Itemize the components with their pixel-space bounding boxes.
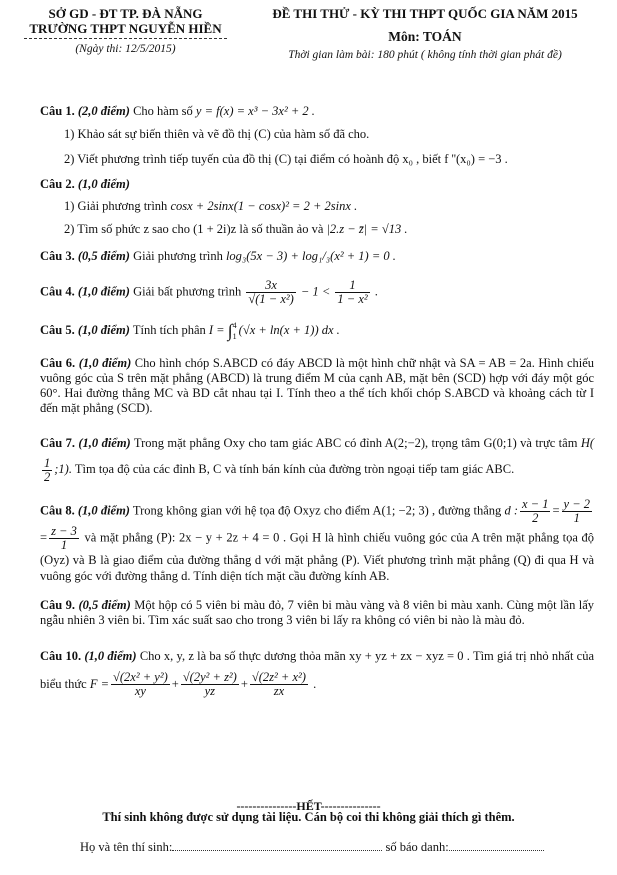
subject: Môn: TOÁN: [388, 29, 462, 44]
fraction: [246, 279, 295, 306]
question-points: (1,0 điểm): [77, 503, 130, 517]
question-label: Câu 1.: [40, 104, 75, 118]
question-8: Câu 8. (1,0 điểm) Trong không gian với hệ tọa độ Oxyz cho điểm A(1; −2; 3) , đường thẳng d : $\frac{x - 1}{2}$ = $\frac{y - 2}{1}$ = $\frac{z - 3}{1}$ và mặt phẳng (P): 2x − y + 2z + 4 = 0 . Gọi H là hình chiếu vuông góc của A trên mặt phẳng tọa độ (Oyz) và B là giao điểm của đường thẳng d với mặt phẳng (P). Viết phương trình mặt phẳng (Q) đi qua H và vuông góc với đường thẳng d. Tính diện tích mặt cầu đường kính AB.: [40, 496, 595, 583]
question-text: Cho hình chóp S.ABCD có đáy ABCD là một hình chữ nhật và SA = AB = 2a. Hình chiếu vuông góc của S trên mặt phẳng (ABCD) là trung điểm M của cạnh AB, mặt bên (SCD) hợp với đáy một góc 60°. Hai đường thẳng MC và BD cắt nhau tại I. Tính theo a thể tích khối chóp S.ABCD và khoảng cách từ I đến mặt phẳng (SCD).: [40, 356, 595, 415]
question-points: (1,0 điểm): [78, 356, 132, 370]
question-label: Câu 4.: [40, 284, 75, 299]
question-2: [40, 176, 594, 193]
formula: I =: [208, 322, 225, 337]
question-1: [40, 103, 594, 120]
formula: H(: [580, 436, 595, 450]
candidate-name-label: Họ và tên thí sinh:: [80, 840, 173, 854]
question-points: (1,0 điểm): [77, 177, 130, 191]
candidate-id-blank[interactable]: [449, 840, 544, 851]
formula: y = f(x) = x³ − 3x² + 2 .: [195, 104, 315, 118]
question-points: (0,5 điểm): [78, 597, 131, 612]
formula: |2.z − z̄| = √13 .: [326, 222, 408, 236]
question-1-part-2: 2) Viết phương trình tiếp tuyến của đồ thị (C) tại điểm có hoành độ x₀ , biết f ''(x₀) = −3 .: [64, 152, 508, 166]
question-label: Câu 10.: [40, 648, 82, 663]
question-text: Tính tích phân: [132, 322, 206, 337]
question-2-part-1: [64, 198, 594, 215]
fraction: [181, 671, 239, 698]
fraction: [520, 498, 550, 525]
header-left: [18, 6, 233, 55]
question-10: Câu 10. (1,0 điểm) Cho x, y, z là ba số thực dương thỏa mãn xy + yz + zx − xyz = 0 . Tìm giá trị nhỏ nhất của biểu thức F = $\frac{\text{√(2x² + y²)}}{xy}$ + $\frac{\text{√(2y² + z²)}}{yz}$ + $\frac{\text{√(2z² + x²)}}{zx}$ .: [40, 648, 595, 699]
exam-title: ĐỀ THI THỬ - KỲ THI THPT QUỐC GIA NĂM 2015: [272, 6, 578, 21]
denominator: 2: [532, 510, 539, 525]
period: .: [374, 284, 378, 299]
integrand: (√x + ln(x + 1)) dx .: [238, 322, 340, 337]
denominator: 2: [44, 469, 51, 484]
numerator: 1: [335, 279, 369, 293]
numerator: √(2x² + y²): [113, 670, 168, 685]
fraction: [335, 279, 369, 306]
question-text: Giải bất phương trình: [133, 284, 242, 299]
exam-note: Thí sinh không được sử dụng tài liệu. Cán bộ coi thi không giải thích gì thêm.: [102, 810, 515, 824]
question-label: Câu 8.: [40, 503, 75, 517]
numerator: x − 1: [522, 496, 549, 511]
candidate-id-label: số báo danh:: [385, 840, 449, 854]
question-3: [40, 248, 594, 265]
question-text: Trong không gian với hệ tọa độ Oxyz cho điểm A(1; −2; 3) , đường thẳng: [132, 503, 502, 517]
denominator: 1: [60, 537, 68, 552]
department-name: SỞ GD - ĐT TP. ĐÀ NẴNG: [48, 6, 203, 21]
lower-limit: 1: [232, 332, 237, 341]
question-label: Câu 3.: [40, 249, 75, 263]
header-right: [245, 6, 605, 61]
question-7: [40, 430, 594, 484]
header-divider: [24, 38, 227, 39]
question-label: Câu 5.: [40, 322, 75, 337]
denominator: zx: [273, 684, 285, 699]
candidate-info: [80, 840, 544, 855]
denominator: yz: [204, 684, 216, 699]
numerator: 3x: [246, 279, 295, 293]
question-points: (1,0 điểm): [77, 284, 130, 299]
fraction: [42, 457, 52, 484]
fraction: [111, 671, 170, 698]
part-text: 1) Giải phương trình: [64, 199, 168, 213]
fraction: [49, 525, 79, 552]
question-text: và mặt phẳng (P): 2x − y + 2z + 4 = 0 . Gọi H là hình chiếu vuông góc của A trên mặt phẳng tọa độ (Oyz) và B là giao điểm của đường thẳng d với mặt phẳng (P). Viết phương trình mặt phẳng (Q) đi qua H và vuông góc với đường thẳng d. Tính diện tích mặt cầu đường kính AB.: [40, 530, 595, 583]
upper-limit: 4: [232, 321, 237, 330]
question-text: Giải phương trình: [133, 249, 223, 263]
question-6: [40, 356, 594, 416]
question-label: Câu 7.: [40, 436, 75, 450]
period: .: [313, 676, 317, 691]
numerator: √(2y² + z²): [182, 670, 237, 685]
question-points: (1,0 điểm): [84, 648, 137, 663]
question-text: Tìm tọa độ của các đỉnh B, C và tính bán kính của đường tròn ngoại tiếp tam giác ABC.: [74, 462, 515, 476]
part-text: 2) Tìm số phức z sao cho (1 + 2i)z là số thuần ảo và: [64, 222, 324, 236]
denominator: 1 − x²: [337, 292, 368, 306]
formula: − 1 <: [300, 284, 331, 299]
fraction: [562, 498, 592, 525]
question-text: Trong mặt phẳng Oxy cho tam giác ABC có đỉnh A(2;−2), trọng tâm G(0;1) và trực tâm: [133, 436, 578, 450]
question-points: (2,0 điểm): [77, 104, 130, 118]
denominator: xy: [134, 684, 146, 699]
formula: d :: [504, 503, 518, 517]
formula: cosx + 2sinx(1 − cosx)² = 2 + 2sinx .: [170, 199, 358, 213]
exam-date: (Ngày thi: 12/5/2015): [75, 43, 176, 55]
school-name: TRƯỜNG THPT NGUYỄN HIỀN: [29, 21, 222, 36]
question-label: Câu 6.: [40, 356, 76, 370]
numerator: y − 2: [563, 496, 591, 511]
question-2-part-2: [64, 221, 594, 238]
integral-limits: [233, 320, 237, 342]
question-5: [40, 320, 594, 342]
denominator: 1: [573, 510, 580, 525]
question-points: (1,0 điểm): [77, 322, 130, 337]
end-marker: ---------------HẾT---------------: [236, 799, 381, 813]
candidate-name-blank[interactable]: [172, 840, 382, 851]
question-points: (0,5 điểm): [77, 249, 130, 263]
question-text: Một hộp có 5 viên bi màu đỏ, 7 viên bi màu vàng và 8 viên bi màu xanh. Cùng một lần lấy ngẫu nhiên 3 viên bi. Tìm xác suất sao cho trong 3 viên bi lấy ra không có viên bi nào là màu đỏ.: [40, 597, 595, 627]
numerator: 1: [44, 455, 51, 470]
denominator: √(1 − x²): [248, 292, 294, 306]
question-9: [40, 598, 594, 628]
formula: log₃(5x − 3) + log₁/₃(x² + 1) = 0 .: [225, 249, 396, 263]
question-label: Câu 9.: [40, 597, 76, 612]
question-text: Cho x, y, z là ba số thực dương thỏa mãn xy + yz + zx − xyz = 0 . Tìm giá trị nhỏ nhất của biểu thức: [40, 648, 595, 691]
question-points: (1,0 điểm): [78, 436, 131, 450]
fraction: [250, 671, 308, 698]
integral-sign-icon: ∫: [227, 320, 233, 341]
time-note: Thời gian làm bài: 180 phút ( không tính thời gian phát đề): [288, 49, 562, 61]
formula: ;1).: [54, 462, 72, 476]
question-text: Cho hàm số: [133, 104, 193, 118]
numerator: z − 3: [51, 523, 77, 538]
formula: F =: [89, 676, 110, 691]
question-1-part-1: 1) Khảo sát sự biến thiên và vẽ đồ thị (C) của hàm số đã cho.: [64, 127, 370, 141]
numerator: √(2z² + x²): [251, 670, 306, 685]
question-4: [40, 279, 594, 306]
question-label: Câu 2.: [40, 177, 75, 191]
questions: [40, 103, 594, 698]
